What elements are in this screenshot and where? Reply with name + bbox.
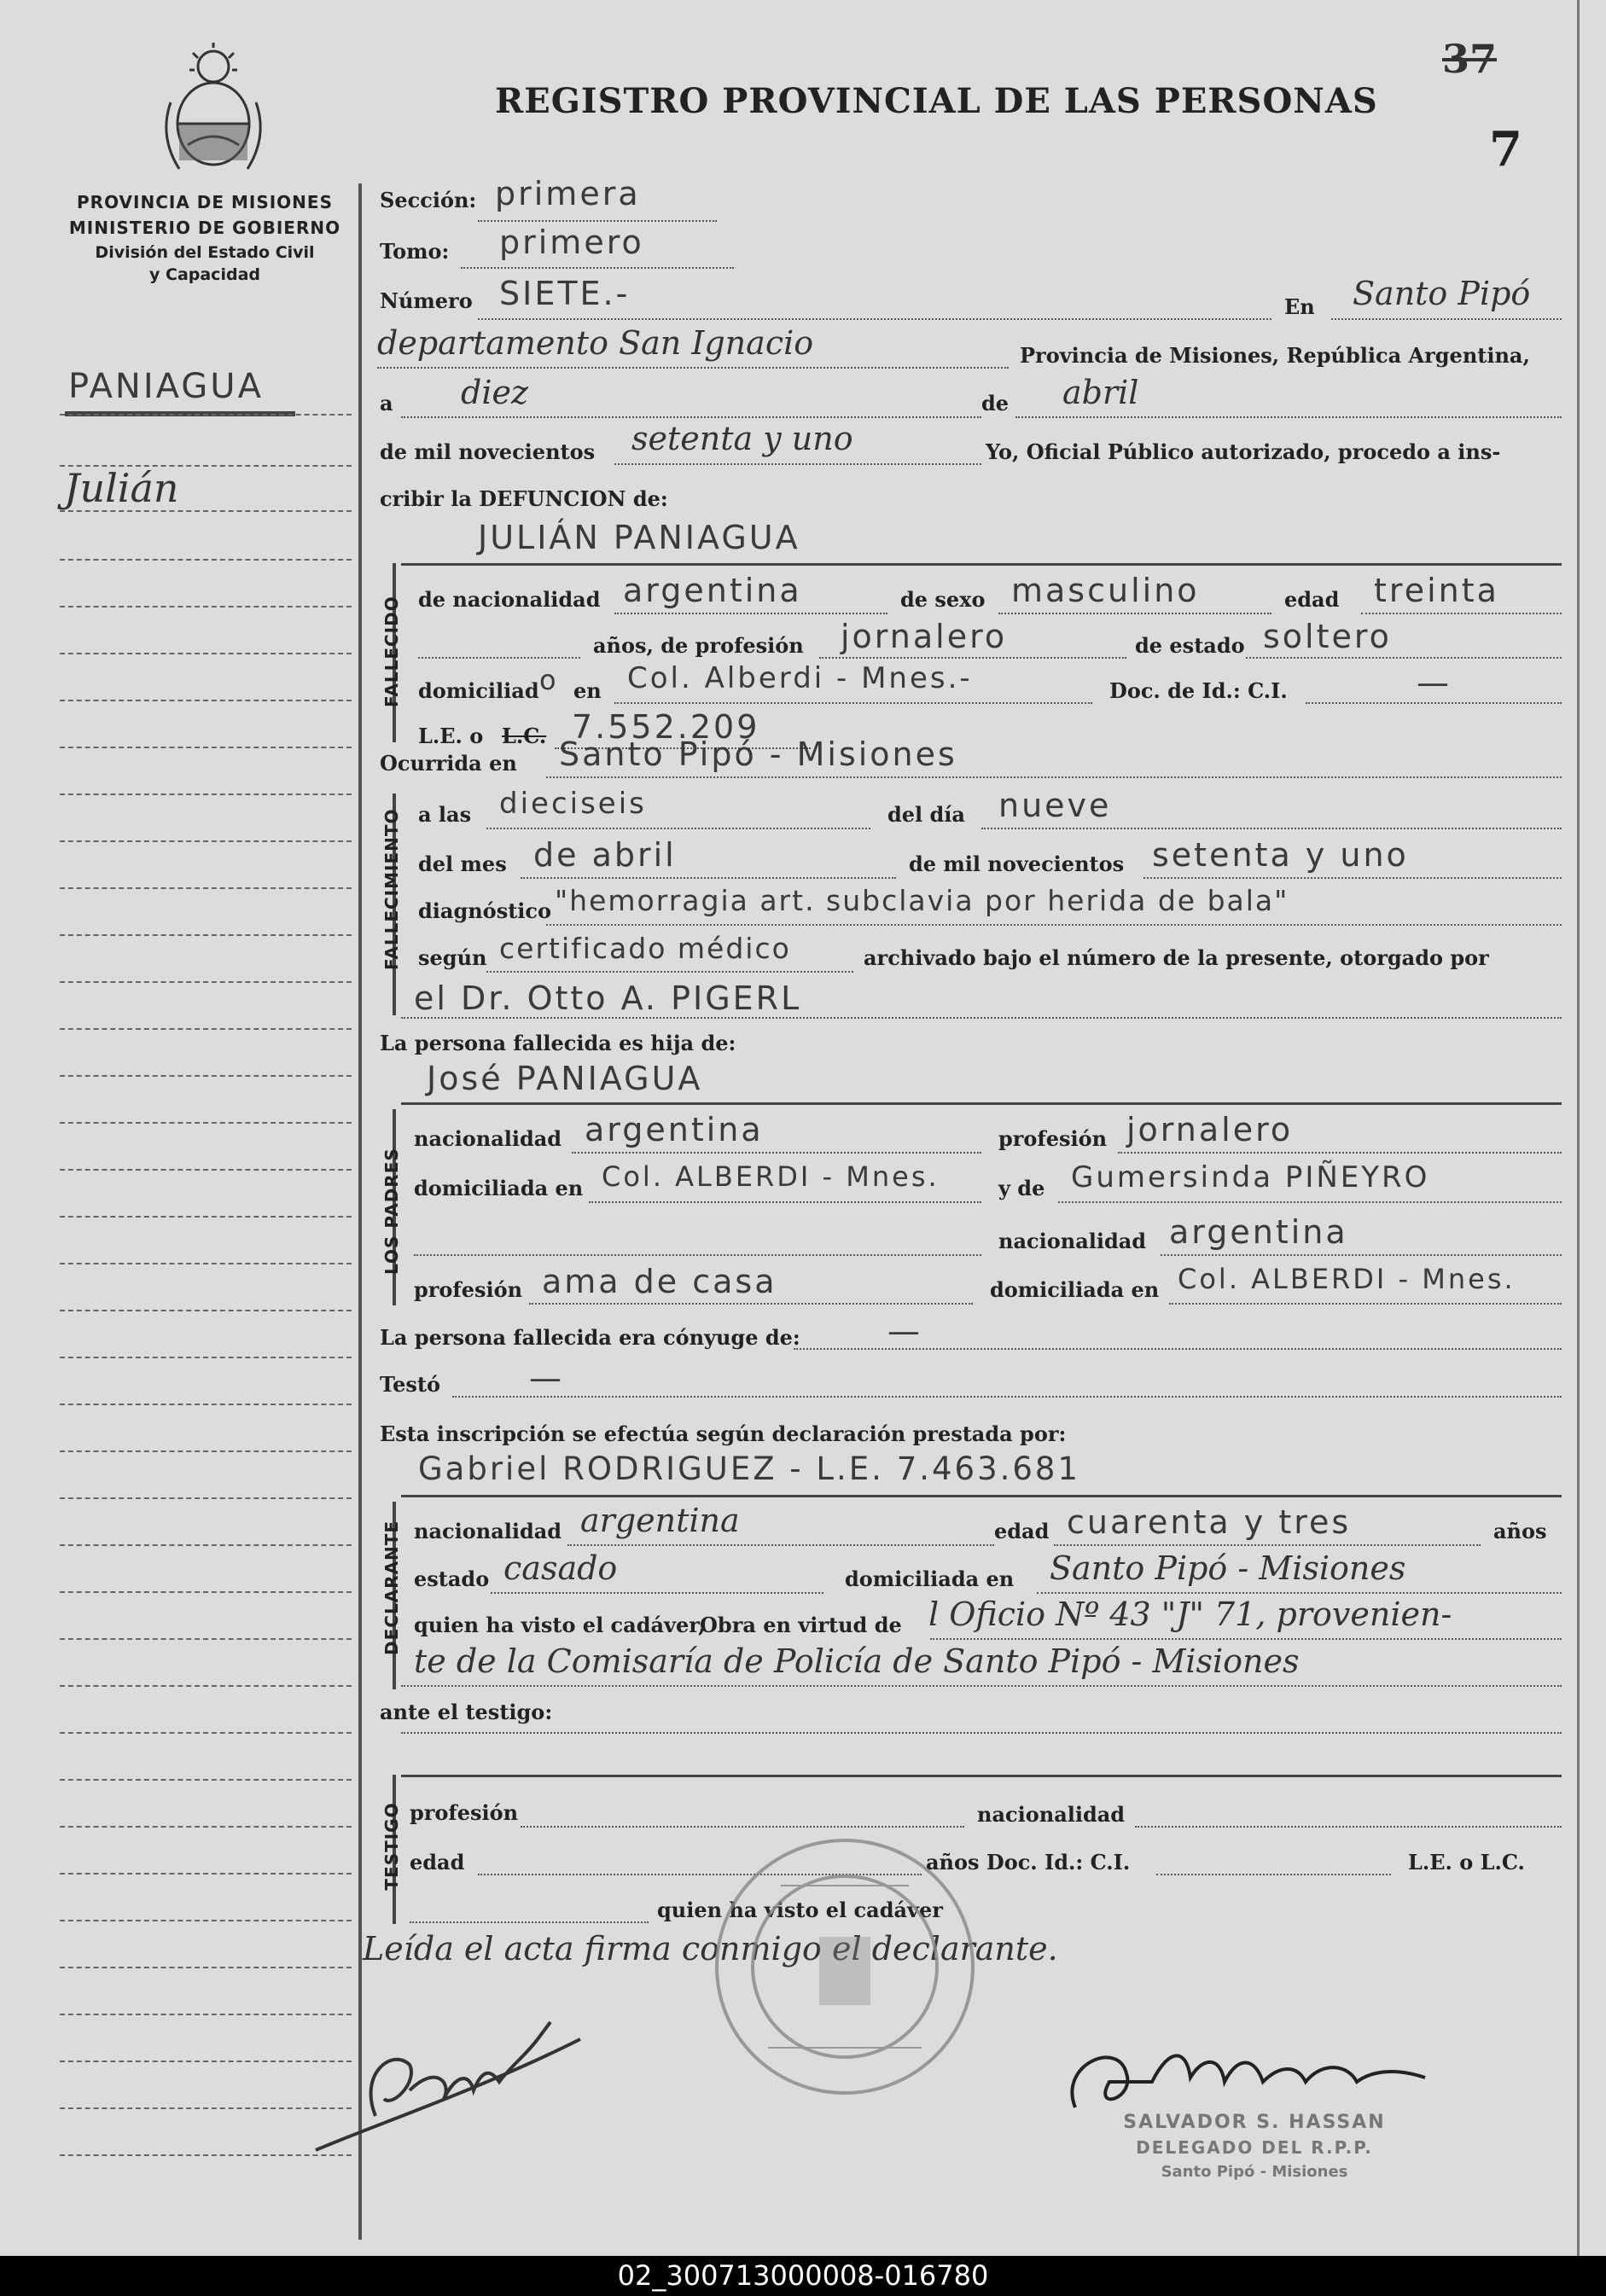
institution-line-2: MINISTERIO DE GOBIERNO xyxy=(68,218,341,238)
sexo-value: masculino xyxy=(1011,572,1200,609)
quien-ha-visto-label: quien ha visto el cadáver, xyxy=(414,1613,706,1637)
official-title: DELEGADO DEL R.P.P. xyxy=(1136,2137,1373,2158)
doc-label: Doc. de Id.: C.I. xyxy=(1109,678,1288,703)
domicilio-suffix: o xyxy=(539,664,559,696)
madre-nacionalidad-value: argentina xyxy=(1169,1213,1348,1251)
obra-label: Obra en virtud de xyxy=(700,1613,902,1637)
y-de-label: y de xyxy=(998,1176,1045,1200)
official-signature xyxy=(1041,2031,1434,2125)
padre-profesion-label: profesión xyxy=(998,1126,1108,1151)
edad-value: treinta xyxy=(1374,572,1499,609)
institution-line-1: PROVINCIA DE MISIONES xyxy=(77,192,333,212)
mes-value: abril xyxy=(1062,374,1139,411)
nacionalidad-value: argentina xyxy=(623,572,802,609)
madre-domicilio-value: Col. ALBERDI - Mnes. xyxy=(1178,1263,1516,1295)
testigo-nacionalidad-label: nacionalidad xyxy=(977,1802,1126,1827)
padre-profesion-value: jornalero xyxy=(1126,1111,1294,1148)
declarante-value: Gabriel RODRIGUEZ - L.E. 7.463.681 xyxy=(418,1450,1081,1487)
obra-cont-value: te de la Comisaría de Policía de Santo Pipó - Misiones xyxy=(414,1642,1300,1680)
declarante-estado-value: casado xyxy=(503,1549,618,1587)
profesion-value: jornalero xyxy=(841,618,1008,655)
padres-intro: La persona fallecida es hija de: xyxy=(380,1031,736,1055)
departamento-value: departamento San Ignacio xyxy=(377,324,814,362)
document-id-bar xyxy=(0,2256,1606,2296)
fallecido-section-label: FALLECIDO xyxy=(381,596,402,707)
madre-profesion-value: ama de casa xyxy=(542,1263,777,1300)
diagnostico-value: "hemorragia art. subclavia por herida de bala" xyxy=(555,884,1289,917)
provincia-label: Provincia de Misiones, República Argentina, xyxy=(1020,343,1530,368)
leida-value: Leída el acta firma conmigo el declarante. xyxy=(363,1930,1058,1968)
anio-value-fallecimiento: setenta y uno xyxy=(1152,836,1409,874)
ocurrida-label: Ocurrida en xyxy=(380,751,517,776)
declaracion-intro: Esta inscripción se efectúa según declaración prestada por: xyxy=(380,1421,1067,1446)
tomo-label: Tomo: xyxy=(380,239,450,264)
padre-value: José PANIAGUA xyxy=(427,1060,703,1097)
anios-profesion-label: años, de profesión xyxy=(593,633,804,658)
en-value: Santo Pipó xyxy=(1353,275,1531,312)
seccion-value: primera xyxy=(495,175,641,212)
dia-label: del día xyxy=(887,802,965,827)
fallecimiento-section-label: FALLECIMIENTO xyxy=(381,808,402,970)
testigo-le-lc-label: L.E. o L.C. xyxy=(1408,1850,1525,1875)
a-las-label: a las xyxy=(418,802,472,827)
numero-value: SIETE.- xyxy=(499,275,631,312)
institution-line-3: División del Estado Civil xyxy=(95,243,315,262)
testo-label: Testó xyxy=(380,1372,440,1397)
margin-surname: PANIAGUA xyxy=(68,367,264,406)
numero-label: Número xyxy=(380,288,473,313)
official-seal-icon xyxy=(700,1826,990,2107)
testigo-edad-label: edad xyxy=(410,1850,465,1875)
declarante-estado-label: estado xyxy=(414,1567,490,1591)
testigo-quien-label: quien ha visto el cadáver xyxy=(657,1898,943,1922)
conyuge-label: La persona fallecida era cónyuge de: xyxy=(380,1325,800,1350)
sexo-label: de sexo xyxy=(900,587,986,612)
doctor-value: el Dr. Otto A. PIGERL xyxy=(414,979,802,1017)
madre-profesion-label: profesión xyxy=(414,1277,523,1302)
estado-value: soltero xyxy=(1263,618,1392,655)
seccion-label: Sección: xyxy=(380,188,477,212)
ocurrida-value: Santo Pipó - Misiones xyxy=(559,735,957,773)
obra-value: l Oficio Nº 43 "J" 71, provenien- xyxy=(928,1596,1452,1633)
declarante-domicilio-value: Santo Pipó - Misiones xyxy=(1050,1549,1406,1587)
right-edge xyxy=(1577,0,1580,2256)
de-label: de xyxy=(981,391,1010,416)
lc-struck: L.C. xyxy=(502,724,547,748)
padre-domiciliada-label: domiciliada en xyxy=(414,1176,584,1200)
mil-label-fallecimiento: de mil novecientos xyxy=(909,852,1125,876)
margin-given-name: Julián xyxy=(64,465,179,511)
edad-label: edad xyxy=(1284,587,1340,612)
nacionalidad-label: de nacionalidad xyxy=(418,587,601,612)
declarante-section-label: DECLARANTE xyxy=(381,1520,402,1655)
testigo-anios-doc-label: años Doc. Id.: C.I. xyxy=(926,1850,1131,1875)
le-label: L.E. o xyxy=(418,724,484,748)
diagnostico-label: diagnóstico xyxy=(418,898,552,923)
mes-label: del mes xyxy=(418,852,507,876)
institution-line-4: y Capacidad xyxy=(149,265,260,284)
madre-value: Gumersinda PIÑEYRO xyxy=(1071,1160,1430,1195)
testigo-section-label: TESTIGO xyxy=(381,1802,402,1891)
declarante-edad-label: edad xyxy=(994,1519,1050,1543)
doc-value: — xyxy=(1417,664,1452,701)
a-label: a xyxy=(380,391,393,416)
declarante-anios-label: años xyxy=(1493,1519,1547,1543)
declarante-edad-value: cuarenta y tres xyxy=(1067,1503,1352,1541)
declarante-domiciliada-label: domiciliada en xyxy=(845,1567,1015,1591)
le-value: 7.552.209 xyxy=(572,708,760,746)
official-name: SALVADOR S. HASSAN xyxy=(1123,2112,1386,2133)
margin-rule xyxy=(358,183,362,2240)
page-number: 7 xyxy=(1489,121,1522,177)
document-title: REGISTRO PROVINCIAL DE LAS PERSONAS xyxy=(495,81,1378,121)
a-value: diez xyxy=(461,374,528,411)
estado-label: de estado xyxy=(1135,633,1245,658)
domicilio-value: Col. Alberdi - Mnes.- xyxy=(627,661,973,695)
conyuge-value: — xyxy=(887,1312,922,1350)
coat-of-arms-icon xyxy=(154,43,273,179)
mil-label: de mil novecientos xyxy=(380,439,596,464)
fallecido-name-value: JULIÁN PANIAGUA xyxy=(478,519,800,556)
madre-domiciliada-label: domiciliada en xyxy=(990,1277,1160,1302)
declarante-signature xyxy=(307,1988,589,2159)
archivado-text: archivado bajo el número de la presente, otorgado por xyxy=(864,945,1489,970)
a-las-value: dieciseis xyxy=(499,787,647,821)
domicilio-label: domiciliad xyxy=(418,678,539,703)
madre-nacionalidad-label: nacionalidad xyxy=(998,1229,1147,1253)
padre-nacionalidad-value: argentina xyxy=(585,1111,764,1148)
anio-value: setenta y uno xyxy=(631,420,853,457)
ante-testigo-label: ante el testigo: xyxy=(380,1700,553,1724)
segun-value: certificado médico xyxy=(499,932,791,965)
domicilio-en-label: en xyxy=(573,678,602,703)
padres-section-label: LOS PADRES xyxy=(381,1148,402,1275)
testo-value: — xyxy=(529,1359,564,1397)
tomo-value: primero xyxy=(499,224,644,261)
padre-domicilio-value: Col. ALBERDI - Mnes. xyxy=(602,1160,940,1193)
en-label: En xyxy=(1284,294,1315,319)
declarante-nacionalidad-value: argentina xyxy=(580,1502,740,1539)
padre-nacionalidad-label: nacionalidad xyxy=(414,1126,562,1151)
mes-value-fallecimiento: de abril xyxy=(533,836,677,874)
dia-value: nueve xyxy=(998,787,1112,824)
document-id: 02_300713000008-016780 xyxy=(617,2259,989,2292)
inscribir-text: cribir la DEFUNCION de: xyxy=(380,486,668,511)
segun-label: según xyxy=(418,945,487,970)
page-number-old: 37 xyxy=(1442,36,1498,82)
testigo-profesion-label: profesión xyxy=(410,1800,519,1825)
official-place: Santo Pipó - Misiones xyxy=(1161,2163,1348,2181)
oficial-text: Yo, Oficial Público autorizado, procedo a ins- xyxy=(986,439,1501,464)
declarante-nacionalidad-label: nacionalidad xyxy=(414,1519,562,1543)
